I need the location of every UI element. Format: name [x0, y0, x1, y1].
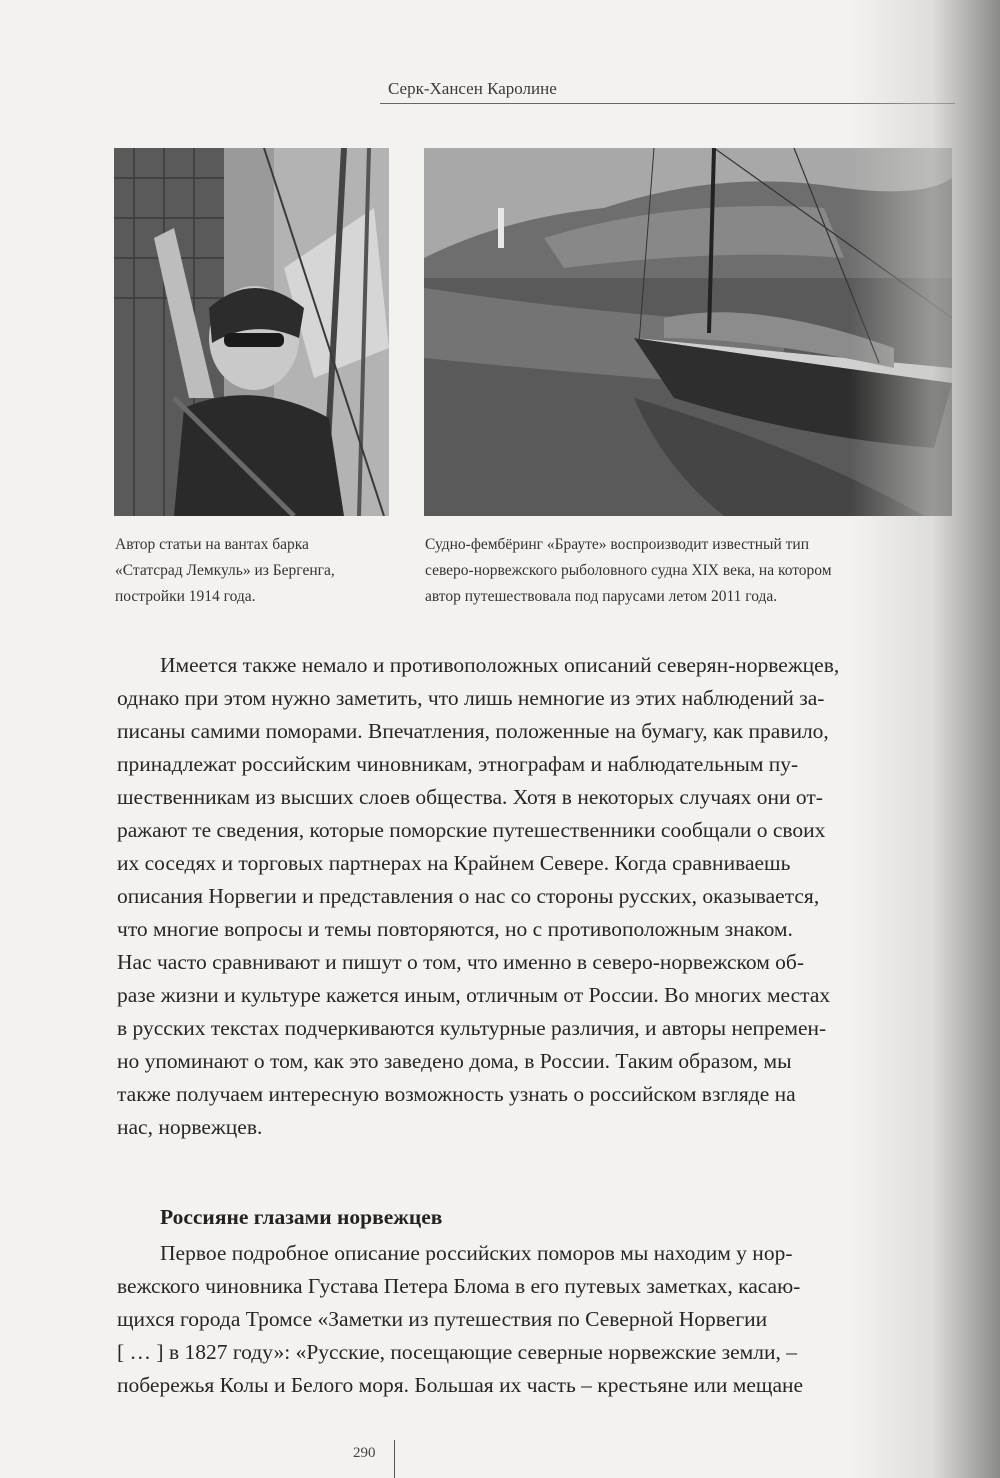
caption-line: постройки 1914 года.	[115, 588, 256, 605]
text-line: их соседях и торговых партнерах на Крайнем Севере. Когда сравниваешь	[117, 851, 791, 875]
text-line: что многие вопросы и темы повторяются, но с противоположным знаком.	[117, 917, 793, 941]
text-line: разе жизни и культуре кажется иным, отличным от России. Во многих местах	[117, 983, 831, 1007]
running-head: Серк-Хансен Каролине	[388, 79, 557, 98]
text-line: принадлежат российским чиновникам, этнографам и наблюдательным пу-	[117, 752, 799, 776]
text-line: также получаем интересную возможность узнать о российском взгляде на	[117, 1082, 796, 1106]
fembering-boat-photo	[424, 148, 952, 516]
text-line: побережья Колы и Белого моря. Большая их часть – крестьяне или мещане	[117, 1373, 804, 1397]
text-line: однако при этом нужно заметить, что лишь немногие из этих наблюдений за-	[117, 686, 825, 710]
photo1-caption	[115, 532, 400, 610]
page-number: 290	[353, 1445, 376, 1461]
text-line: писаны самими поморами. Впечатления, положенные на бумагу, как правило,	[117, 719, 829, 743]
text-line: Имеется также немало и противоположных описаний северян-норвежцев,	[160, 653, 840, 677]
author-on-shrouds-photo	[114, 148, 389, 516]
text-line: вежского чиновника Густава Петера Блома в его путевых заметках, касаю-	[117, 1274, 801, 1298]
text-line: шественникам из высших слоев общества. Хотя в некоторых случаях они от-	[117, 785, 823, 809]
text-line: описания Норвегии и представления о нас со стороны русских, оказывается,	[117, 884, 820, 908]
text-line: нас, норвежцев.	[117, 1115, 263, 1139]
paragraph-1	[117, 649, 967, 1144]
text-line: Первое подробное описание российских поморов мы находим у нор-	[160, 1241, 793, 1265]
caption-line: северо-норвежского рыболовного судна XIX века, на котором	[425, 562, 832, 579]
caption-line: Судно-фембёринг «Браутe» воспроизводит известный тип	[425, 536, 810, 553]
page-tick-mark	[394, 1440, 395, 1478]
section-heading: Россияне глазами норвежцев	[160, 1205, 443, 1229]
text-line: Нас часто сравнивают и пишут о том, что именно в северо-норвежском об-	[117, 950, 805, 974]
text-line: [ … ] в 1827 году»: «Русские, посещающие северные норвежские земли, –	[117, 1340, 798, 1364]
text-line: но упоминают о том, как это заведено дома, в России. Таким образом, мы	[117, 1049, 792, 1073]
text-line: в русских текстах подчеркиваются культурные различия, и авторы непремен-	[117, 1016, 827, 1040]
paragraph-2	[117, 1237, 967, 1402]
caption-line: «Статсрад Лемкуль» из Бергенга,	[115, 562, 335, 579]
header-rule	[380, 103, 955, 104]
caption-line: Автор статьи на вантах барка	[115, 536, 309, 553]
caption-line: автор путешествовала под парусами летом 2011 года.	[425, 588, 778, 605]
text-line: щихся города Тромсе «Заметки из путешествия по Северной Норвегии	[117, 1307, 768, 1331]
text-line: ражают те сведения, которые поморские путешественники сообщали о своих	[117, 818, 826, 842]
photo2-caption	[425, 532, 945, 610]
